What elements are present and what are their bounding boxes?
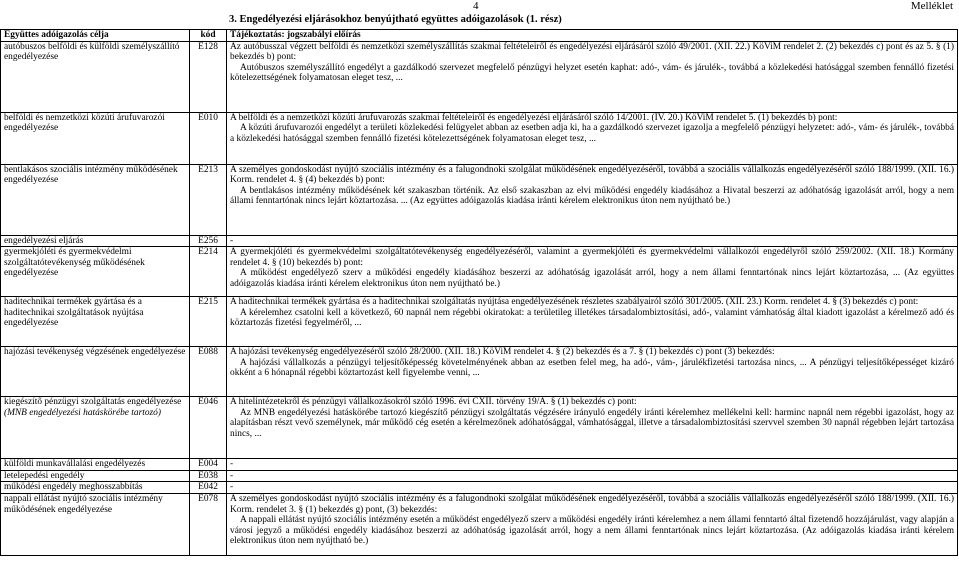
regulation-reference: A személyes gondoskodást nyújtó szociális intézmény és a falugondnoki szolgálat működésének engedélyezéséről, továbbá a szociális vállalkozás engedélyezéséről szóló 188/1999. (XII. 16.) Korm. rendelet 4. § (4) bekezdés b) pont: <box>230 164 954 186</box>
regulation-cell <box>227 347 958 397</box>
code-cell: E215 <box>190 297 227 347</box>
annex-label: Melléklet <box>910 0 953 12</box>
regulation-cell: - <box>227 235 958 247</box>
purpose-cell: letelepedési engedély <box>1 470 190 482</box>
regulation-cell <box>227 164 958 235</box>
table-row <box>1 347 958 397</box>
regulation-body: A működést engedélyező szerv a működési engedély kiadásához beszerzi az adóhatóság igazolását arról, hogy a nem állami fenntartónak nincs lejárt köztartozása, ... (Az együttes adóigazolás kiadása iránti kérelem elektronikus úton nem nyújtható be.) <box>230 268 954 289</box>
table-row <box>1 235 958 247</box>
table-row <box>1 397 958 459</box>
purpose-cell: autóbuszos belföldi és külföldi személyszállító engedélyezése <box>1 41 190 112</box>
regulation-cell <box>227 112 958 164</box>
regulation-body: A közúti árufuvarozói engedélyt a területi közlekedési felügyelet abban az esetben adja ki, ha a gazdálkodó szervezet igazolja a megfelelő pénzügyi helyzetet: adó-, vám- és járulék-, továbbá a közlekedési hatósággal szemben fennálló fizetési kötelezettségének folyamatosan eleget tesz, ... <box>230 123 954 144</box>
regulation-cell <box>227 297 958 347</box>
table-row <box>1 297 958 347</box>
purpose-cell: hajózási tevékenység végzésének engedélyezése <box>1 347 190 397</box>
purpose-note: (MNB engedélyezési hatáskörébe tartozó) <box>4 407 161 418</box>
table-header-row <box>1 30 958 42</box>
code-cell: E042 <box>190 482 227 494</box>
regulation-cell <box>227 247 958 297</box>
regulation-body: Autóbuszos személyszállító engedélyt a gazdálkodó szervezet megfelelő pénzügyi helyzet esetén kaphat: adó-, vám- és járulék-, továbbá a közlekedési hatósággal szemben fennálló fizetési kötelezettségének folyamatosan eleget tesz, ... <box>230 62 954 84</box>
regulation-cell: - <box>227 459 958 471</box>
regulation-reference: A személyes gondoskodást nyújtó szociális intézmény és a falugondnoki szolgálat működésének engedélyezéséről, továbbá a szociális vállalkozás engedélyezéséről szóló 188/1999. (XII. 16.) Korm. rendelet 3. § (1) bekezdés g) pont, (3) bekezdés: <box>230 493 954 515</box>
code-cell: E038 <box>190 470 227 482</box>
regulation-cell <box>227 41 958 112</box>
code-cell: E256 <box>190 235 227 247</box>
column-header-code: kód <box>190 30 227 42</box>
purpose-cell: belföldi és nemzetközi közúti árufuvarozói engedélyezése <box>1 112 190 164</box>
purpose-cell: bentlakásos szociális intézmény működésének engedélyezése <box>1 164 190 235</box>
code-cell: E046 <box>190 397 227 459</box>
regulation-body: A nappali ellátást nyújtó szociális intézmény esetén a működést engedélyező szerv a működési engedély iránti kérelemhez a nem állami fenntartó által fizetendő hozzájárulást, vagy alapján a városi jegyző a működési engedély kiadásához beszerzi az adóhatóság igazolását arról, hogy a nem állami fenntartónak nincs lejárt köztartozása. (Az adóigazolás kiadása iránti kérelem elektronikus úton nem nyújtható be.) <box>230 515 954 547</box>
table-row <box>1 164 958 235</box>
regulation-body: A kérelemhez csatolni kell a következő, 60 napnál nem régebbi okiratokat: a területileg illetékes társadalombiztosítási, adó-, valamint vámhatóság által kiadott igazolást a kérelmező adó és köztartozás fizetési fegyelméről, ... <box>230 307 954 329</box>
tax-certificate-table <box>0 29 958 556</box>
page-title: 3. Engedélyezési eljárásokhoz benyújtható együttes adóigazolások (1. rész) <box>229 14 562 25</box>
regulation-cell: - <box>227 482 958 494</box>
table-row <box>1 493 958 555</box>
purpose-cell: működési engedély meghosszabbítás <box>1 482 190 494</box>
table-row <box>1 459 958 471</box>
regulation-body: A hajózási vállalkozás a pénzügyi teljesítőképesség követelményének abban az esetben felel meg, ha adó-, vám-, járulékfizetési tartozása nincs, ... A pénzügyi teljesítőképességet kizáró okként a 6 hónapnál régebbi köztartozást kell figyelembe venni, ... <box>230 357 954 379</box>
table-row <box>1 247 958 297</box>
code-cell: E128 <box>190 41 227 112</box>
code-cell: E214 <box>190 247 227 297</box>
regulation-reference: A gyermekjóléti és gyermekvédelmi szolgáltatótevékenység engedélyezéséről, valamint a gyermekjóléti és gyermekvédelmi vállalkozói engedélyről szóló 259/2002. (XII. 18.) Kormány rendelet 4. § (10) bekezdés b) pont: <box>230 247 954 268</box>
regulation-reference: A hitelintézetekről és pénzügyi vállalkozásokról szóló 1996. évi CXII. törvény 19/A. § (1) bekezdés c) pont: <box>230 397 637 408</box>
code-cell: E213 <box>190 164 227 235</box>
purpose-cell: engedélyezési eljárás <box>1 235 190 247</box>
table-row <box>1 112 958 164</box>
purpose-cell: haditechnikai termékek gyártása és a haditechnikai szolgáltatások nyújtása engedélyezése <box>1 297 190 347</box>
regulation-reference: Az autóbusszal végzett belföldi és nemzetközi személyszállítás szakmai feltételeiről és engedélyezési eljárásáról szóló 49/2001. (XII. 22.) KöViM rendelet 2. (2) bekezdés c) pont és az 5. § (1) bekezdés b) pont: <box>230 41 954 63</box>
code-cell: E004 <box>190 459 227 471</box>
table-row <box>1 470 958 482</box>
column-header-regulation: Tájékoztatás: jogszabályi előírás <box>227 30 958 42</box>
purpose-text: kiegészítő pénzügyi szolgáltatás engedélyezése <box>4 397 182 408</box>
regulation-body: A bentlakásos intézmény működésének két szakaszban történik. Az első szakaszban az elvi működési engedély kiadásához a Hivatal beszerzi az adóhatóság igazolását arról, hogy a nem állami fenntartónak nincs lejárt köztartozása. ... (Az együttes adóigazolás kiadása iránti kérelem elektronikus úton nem nyújtható be.) <box>230 185 954 207</box>
regulation-reference: A haditechnikai termékek gyártása és a haditechnikai szolgáltatás nyújtása engedélyezésének részletes szabályairól szóló 301/2005. (XII. 23.) Korm. rendelet 4. § (3) bekezdés c) pont: <box>230 297 919 308</box>
page-number: 4 <box>473 0 479 12</box>
code-cell: E078 <box>190 493 227 555</box>
regulation-reference: A hajózási tevékenység engedélyezéséről szóló 28/2000. (XII. 18.) KöViM rendelet 4. § (2) bekezdés és a 7. § (1) bekezdés c) pont (3) bekezdés: <box>230 347 775 358</box>
regulation-reference: A belföldi és a nemzetközi közúti árufuvarozás szakmai feltételeiről és engedélyezési eljárásáról szóló 14/2001. (IV. 20.) KöViM rendelet 5. (1) bekezdés b) pont: <box>230 112 838 123</box>
code-cell: E088 <box>190 347 227 397</box>
regulation-cell <box>227 397 958 459</box>
purpose-cell: külföldi munkavállalási engedélyezés <box>1 459 190 471</box>
purpose-cell: nappali ellátást nyújtó szociális intézmény működésének engedélyezése <box>1 493 190 555</box>
regulation-cell <box>227 493 958 555</box>
code-cell: E010 <box>190 112 227 164</box>
table-row <box>1 482 958 494</box>
purpose-cell <box>1 397 190 459</box>
table-row <box>1 41 958 112</box>
column-header-purpose: Együttes adóigazolás célja <box>1 30 190 42</box>
purpose-cell: gyermekjóléti és gyermekvédelmi szolgáltatótevékenység működésének engedélyezése <box>1 247 190 297</box>
regulation-body: Az MNB engedélyezési hatáskörébe tartozó kiegészítő pénzügyi szolgáltatás végzésére irányuló engedély iránti kérelemhez mellékelni kell: harminc napnál nem régebbi igazolást, hogy az alapításban részt vevő személynek, már működő cég esetén a kérelmezőnek adóhatósággal, vámhatósággal, illetve a társadalombiztosítási szervvel szemben 30 napnál régebben lejárt tartozása nincs, ... <box>230 407 954 439</box>
regulation-cell: - <box>227 470 958 482</box>
